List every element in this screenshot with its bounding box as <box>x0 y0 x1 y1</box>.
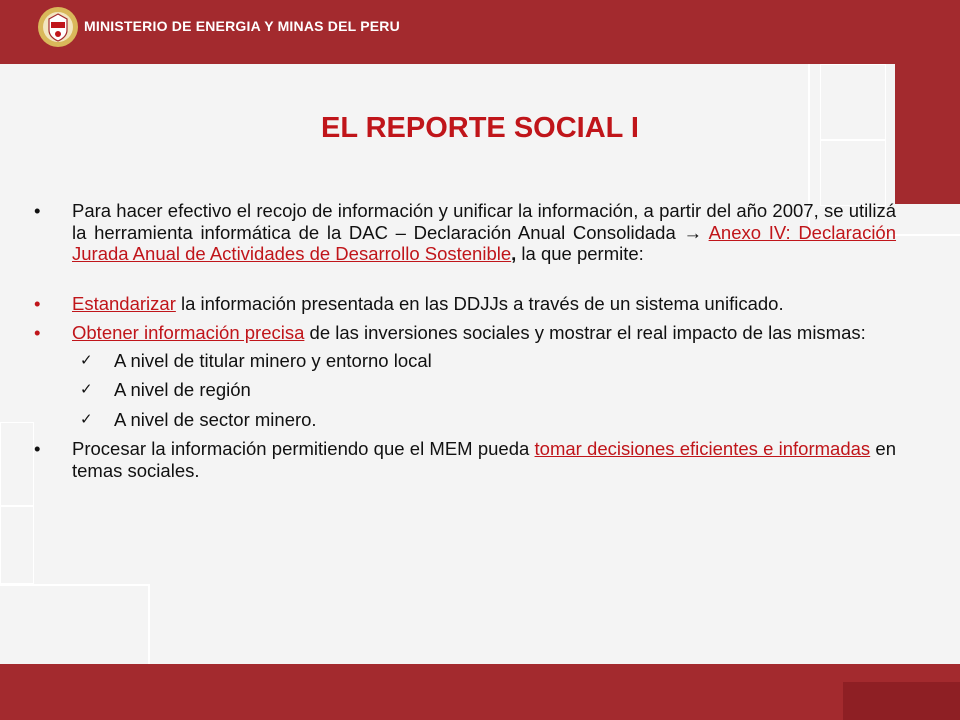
bullet-dot: • <box>34 438 41 459</box>
bullet-dot: • <box>34 200 41 221</box>
deco-line <box>148 584 150 664</box>
bullet-item-2 <box>34 293 896 315</box>
tomar-decisiones-link[interactable]: tomar decisiones eficientes e informadas <box>534 438 871 459</box>
bullet-1-suffix: la que permite: <box>516 243 644 264</box>
bullet-item-4 <box>34 438 896 481</box>
anexo-iv-link[interactable]: Anexo IV: Declaración Jurada Anual de Actividades de Desarrollo Sostenible <box>72 221 897 264</box>
bullet-4-text: Procesar la información permitiendo que el MEM pueda <box>72 438 535 459</box>
check-item-3 <box>34 409 896 431</box>
estandarizar-link[interactable]: Estandarizar <box>72 292 176 314</box>
bullet-1-text: Para hacer efectivo el recojo de información y unificar la información, a partir del año 2007, se utilizá la herramienta informática de la DAC – Declaración Anual Consolidada <box>72 200 896 243</box>
bullet-dot: • <box>34 292 41 314</box>
deco-box <box>820 140 886 206</box>
footer-block <box>843 682 960 720</box>
bullet-item-1 <box>34 200 896 265</box>
slide-title: EL REPORTE SOCIAL I <box>321 112 639 144</box>
slide-content <box>34 200 896 481</box>
deco-line <box>0 584 150 586</box>
check-1-text: A nivel de titular minero y entorno local <box>114 349 432 371</box>
right-arrow-icon: → <box>683 221 702 243</box>
bullet-2-text: la información presentada en las DDJJs a través de un sistema unificado. <box>175 292 784 314</box>
deco-box <box>0 506 34 584</box>
checkmark-icon: ✓ <box>80 351 93 369</box>
checkmark-icon: ✓ <box>80 410 93 428</box>
deco-box <box>0 422 34 506</box>
check-item-1 <box>34 350 896 372</box>
check-item-2 <box>34 379 896 401</box>
bullet-3-text: de las inversiones sociales y mostrar el real impacto de las mismas: <box>304 322 866 343</box>
check-2-text: A nivel de región <box>114 379 251 400</box>
bullet-1-comma: , <box>511 243 517 264</box>
checkmark-icon: ✓ <box>80 381 93 398</box>
ministry-name: MINISTERIO DE ENERGIA Y MINAS DEL PERU <box>84 18 400 34</box>
footer-bar <box>0 664 960 720</box>
bullet-dot: • <box>34 322 41 343</box>
bullet-item-3 <box>34 322 896 344</box>
bullet-4-suffix: en temas sociales. <box>72 438 896 481</box>
check-3-text: A nivel de sector minero. <box>114 408 317 430</box>
ministry-shield-logo <box>36 5 80 49</box>
obtener-informacion-link[interactable]: Obtener información precisa <box>72 322 305 343</box>
